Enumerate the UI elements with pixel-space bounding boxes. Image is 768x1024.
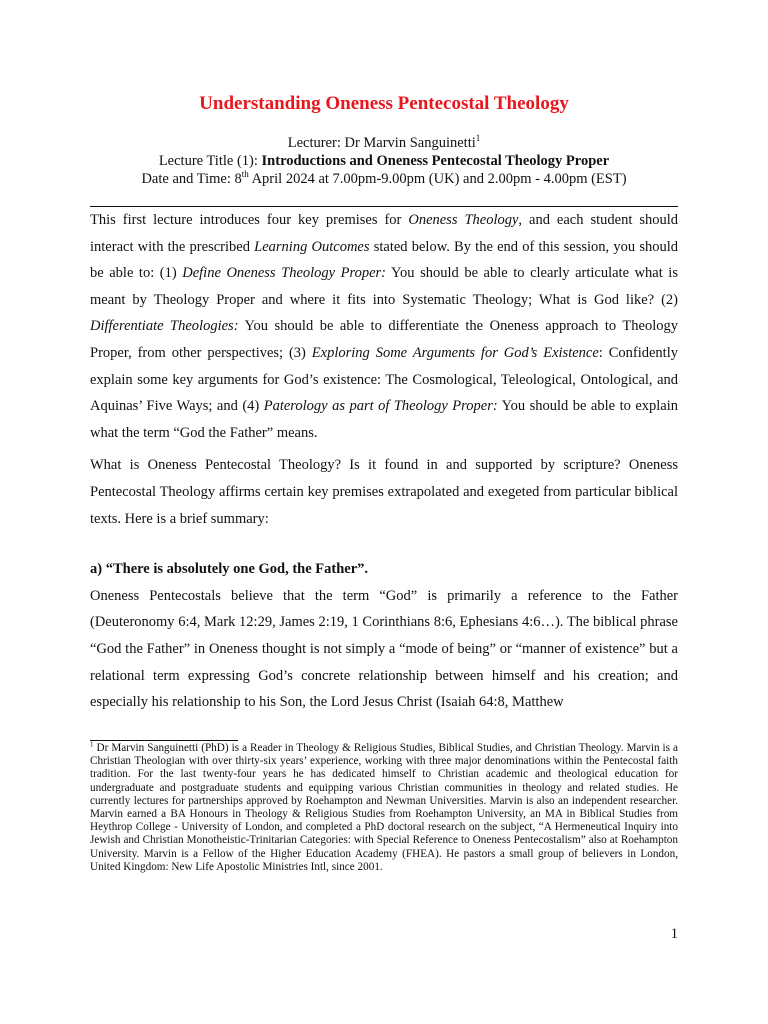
- section-spacer: [90, 532, 678, 556]
- lecture-title-text: Introductions and Oneness Pentecostal Theology Proper: [261, 153, 610, 169]
- date-prefix: Date and Time: 8: [141, 171, 242, 187]
- document-title: Understanding Oneness Pentecostal Theology: [199, 93, 569, 114]
- intro-italic-1: Oneness Theology: [408, 212, 519, 228]
- document-body: [90, 207, 678, 722]
- intro-text-4: You should be able to clearly articulate what is meant by Theology Proper and where it fits into Systematic Theology; What is God like? (2): [90, 265, 678, 308]
- intro-italic-5: Exploring Some Arguments for God’s Existence: [311, 344, 599, 361]
- intro-italic-4: Differentiate Theologies:: [90, 318, 239, 335]
- footnote-number: 1: [90, 740, 94, 749]
- intro-text-5: You should be able to differentiate the Oneness approach to Theology Proper, from other perspectives; (3): [90, 318, 678, 361]
- intro-text-1: This first lecture introduces four key premises for: [90, 212, 409, 228]
- intro-italic-6: Paterology as part of Theology Proper:: [263, 398, 498, 415]
- lecture-title-label: Lecture Title (1):: [158, 153, 262, 169]
- intro-text-6: : Confidently explain some key arguments for God’s existence: The Cosmological, Teleological, Ontological, and Aquinas’ Five Ways; and (4): [90, 344, 678, 415]
- intro-text-7: You should be able to explain what the term “God the Father” means.: [90, 398, 678, 441]
- intro-text-2: , and each student should interact with the prescribed: [90, 212, 679, 255]
- section-a-paragraph: Oneness Pentecostals believe that the term “God” is primarily a reference to the Father (Deuteronomy 6:4, Mark 12:29, James 2:19, 1 Corinthians 8:6, Ephesians 4:6…). The biblical phrase “God the Father” in Oneness thought is not simply a “mode of being” or “manner of existence” but a relational term expressing God’s concrete relationship between himself and his creation; and especially his relationship to his Son, the Lord Jesus Christ (Isaiah 64:8, Matthew: [90, 587, 678, 711]
- footnote: [90, 742, 678, 874]
- section-a-heading: a) “There is absolutely one God, the Father”.: [90, 561, 369, 578]
- footnote-ref[interactable]: 1: [475, 133, 481, 144]
- date-suffix: April 2024 at 7.00pm-9.00pm (UK) and 2.00pm - 4.00pm (EST): [248, 171, 627, 187]
- date-ordinal: th: [241, 169, 249, 180]
- intro-italic-3: Define Oneness Theology Proper:: [182, 265, 387, 282]
- lecture-title-line: [0, 152, 768, 170]
- lecturer-line: [0, 134, 768, 152]
- footnote-text: Dr Marvin Sanguinetti (PhD) is a Reader in Theology & Religious Studies, Biblical Studies, and Christian Theology. Marvin is a Christian Theologian with over thirty-six years’ experience, working with three major denominations within the Pentecostal faith tradition. For the last twenty-four years he has dedicated himself to Christian academic and theological education for undergraduate and postgraduate students and equipping various Christian communities in theology and related studies. He currently lectures for partnerships approved by Roehampton and Newman Universities. Marvin is also an independent researcher. Marvin earned a BA Honours in Theology & Religious Studies from Roehampton University, an MA in Biblical Studies from Heythrop College - University of London, and completed a PhD doctoral research on the subject, “A Hermeneutical Inquiry into Jewish and Christian Monotheistic-Trinitarian Categories: with Special Reference to Oneness Pentecostalism” also at Roehampton University. Marvin is a Fellow of the Higher Education Academy (FHEA). He pastors a small group of believers in London, United Kingdom: New Life Apostolic Ministries Intl, since 2001.: [90, 742, 678, 873]
- intro-italic-2: Learning Outcomes: [254, 238, 370, 255]
- intro-paragraph: [90, 207, 678, 446]
- footnote-divider: [90, 740, 238, 741]
- page-number: 1: [670, 926, 678, 942]
- date-time-line: [0, 170, 768, 188]
- lecturer-name: Lecturer: Dr Marvin Sanguinetti: [287, 135, 476, 151]
- lecture-header: [0, 134, 768, 188]
- summary-paragraph: What is Oneness Pentecostal Theology? Is it found in and supported by scripture? Oneness Pentecostal Theology affirms certain key premises extrapolated and exegeted from particular biblical texts. Here is a brief summary:: [90, 457, 678, 527]
- intro-text-3: stated below. By the end of this session, you should be able to: (1): [90, 238, 678, 282]
